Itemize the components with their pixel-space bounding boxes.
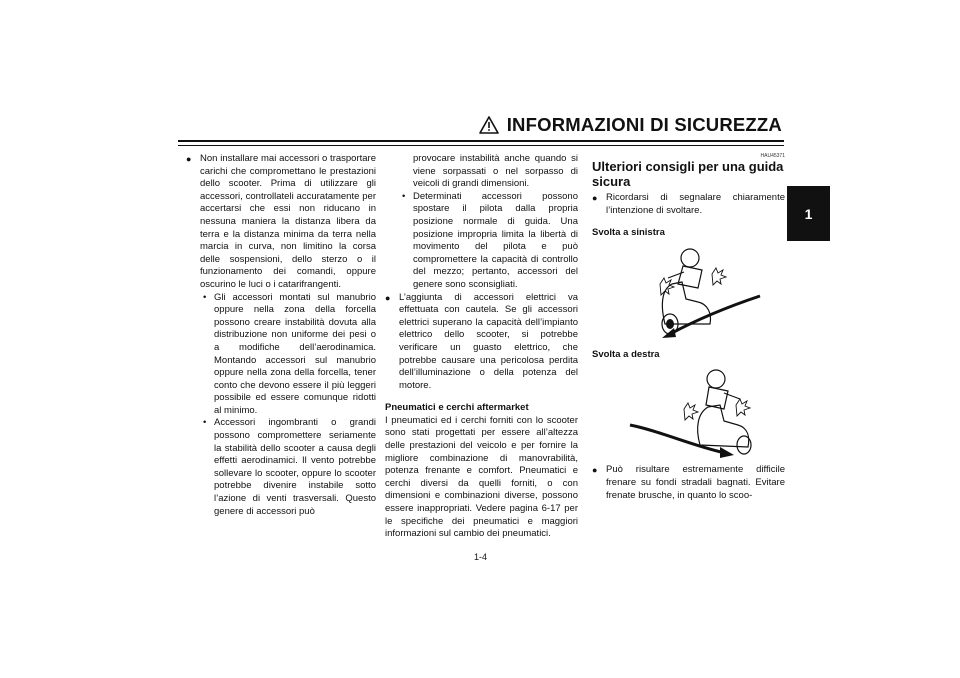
- page-header: [479, 114, 782, 136]
- header-rule-thin: [178, 145, 784, 146]
- bullet-accessories: ● Non installare mai accessori o trasportare carichi che compromettano le prestazioni dello scooter. Prima di utilizzare gli accessori, controllateli accuratamente per accertarsi che essi non riducano in nessuna maniera la distanza libera da terra e la distanza minima da terra nella marcia in curva, non limitino la corsa delle sospensioni, dello sterzo o il funzionamento dei comandi, oppure oscurino le luci o i catarifrangenti.: [186, 153, 376, 292]
- chapter-tab: 1: [787, 186, 830, 241]
- column-left: [186, 153, 376, 518]
- left-turn-illustration: [620, 244, 770, 339]
- header-rule: [178, 140, 784, 142]
- bullet-electrical: ● L’aggiunta di accessori elettrici va effettuata con cautela. Se gli accessori elettrici superano la capacità dell’impianto elettrico dello scooter, si potrebbe verificare un guasto elettrico, che potrebbe causare una pericolosa perdita dell’illuminazione o della potenza del motore.: [385, 292, 578, 393]
- sub-bullet-position: • Determinati accessori possono spostare il pilota dalla propria posizione normale di guida. Una posizione impropria limita la libertà di movimento del pilota e può compromettere la capacità di controllo del mezzo; pertanto, accessori del genere sono sconsigliati.: [399, 191, 578, 292]
- right-turn-illustration: [620, 365, 770, 460]
- sub-bullet-handlebar: • Gli accessori montati sul manubrio oppure nella zona della forcella possono creare instabilità dovuta alla distribuzione non uniforme dei pesi o a modifiche dell’aerodinamica. Montando accessori sul manubrio oppure nella zona della forcella, tener conto che devono essere il più leggeri possibile ed essere comunque ridotti al minimo.: [200, 292, 376, 418]
- label-right-turn: Svolta a destra: [592, 348, 660, 360]
- doc-code: HAU45371: [760, 153, 785, 159]
- label-left-turn: Svolta a sinistra: [592, 227, 665, 239]
- column-right: [592, 153, 785, 502]
- page-title: INFORMAZIONI DI SICUREZZA: [506, 114, 782, 135]
- section-title: Ulteriori consigli per una guida sicura: [592, 159, 784, 189]
- page-number: 1-4: [474, 552, 488, 562]
- paragraph-tires: I pneumatici ed i cerchi forniti con lo scooter sono stati progettati per essere all’altezza delle prestazioni del veicolo e per fornire la migliore combinazione di manovrabilità, potenza frenante e comfort. Pneumatici e cerchi diversi da quelli forniti, o con dimensioni e combinazioni diverse, possono essere inappropriati. Vedere pagina 6-17 per le specifiche dei pneumatici e maggiori informazioni sul cambio dei pneumatici.: [385, 414, 578, 540]
- sub-bullet-bulky: • Accessori ingombranti o grandi possono compromettere seriamente la stabilità dello scooter a causa degli effetti aerodinamici. Il vento potrebbe sollevare lo scooter, oppure lo scooter potrebbe divenire instabile sotto l’azione di venti trasversali. Questo genere di accessori può: [200, 417, 376, 518]
- sub-bullet-bulky-continued: provocare instabilità anche quando si viene sorpassati o nel sorpasso di veicoli di grandi dimensioni.: [413, 153, 578, 190]
- warning-triangle-icon: [479, 116, 499, 134]
- column-middle: [385, 153, 578, 541]
- subheading-tires: Pneumatici e cerchi aftermarket: [385, 402, 529, 414]
- bullet-wet-brake: ● Può risultare estremamente difficile frenare su fondi stradali bagnati. Evitare frenate brusche, in quanto lo scoo-: [592, 464, 785, 502]
- bullet-signal: ● Ricordarsi di segnalare chiaramente l’intenzione di svoltare.: [592, 192, 785, 217]
